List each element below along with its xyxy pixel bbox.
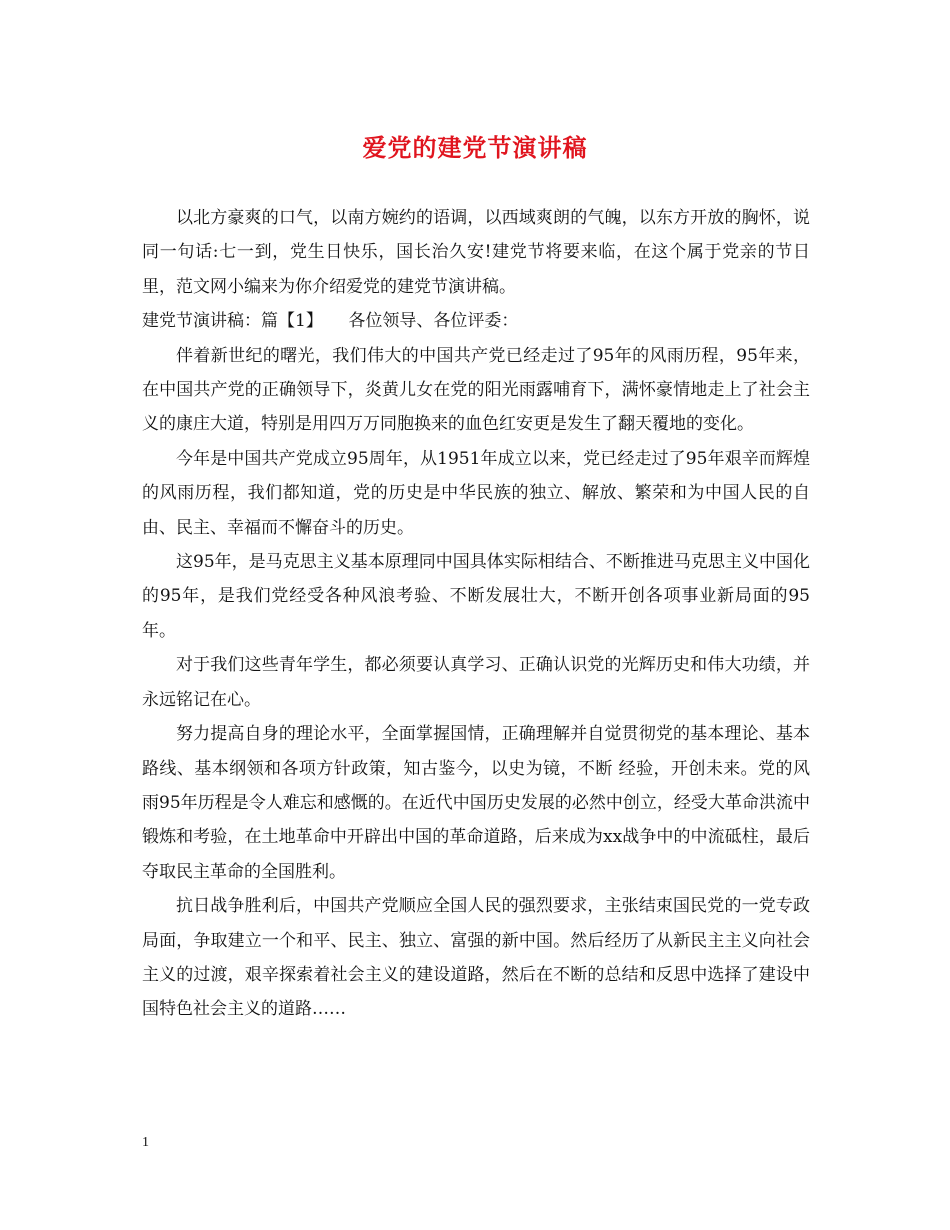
paragraph-students: 对于我们这些青年学生，都必须要认真学习、正确认识党的光辉历史和伟大功绩，并永远铭记在心。 xyxy=(142,655,810,710)
paragraph-speech-heading: 建党节演讲稿：篇【1】 各位领导、各位评委： xyxy=(142,311,519,332)
paragraph-theory: 努力提高自身的理论水平，全面掌握国情，正确理解并自觉贯彻党的基本理论、基本路线、基本纲领和各项方针政策，知古鉴今，以史为镜，不断 经验，开创未来。党的风雨95年历程是令人难忘和感慨的。在近代中国历史发展的必然中创立，经受大革命洪流中锻炼和考验，在土地革命中开辟出中国的革命道路，后来成为xx战争中的中流砥柱，最后夺取民主革命的全国胜利。 xyxy=(142,724,810,882)
paragraph-intro: 以北方豪爽的口气，以南方婉约的语调，以西域爽朗的气魄，以东方开放的胸怀，说同一句话:七一到，党生日快乐，国长治久安!建党节将要来临，在这个属于党亲的节日里，范文网小编来为你介绍爱党的建党节演讲稿。 xyxy=(142,208,810,297)
page-number: 1 xyxy=(142,1135,149,1150)
paragraph-victory: 抗日战争胜利后，中国共产党顺应全国人民的强烈要求，主张结束国民党的一党专政局面，争取建立一个和平、民主、独立、富强的新中国。然后经历了从新民主主义向社会主义的过渡，艰辛探索着社会主义的建设道路，然后在不断的总结和反思中选择了建设中国特色社会主义的道路…… xyxy=(142,896,810,1020)
paragraph-marxism: 这95年，是马克思主义基本原理同中国具体实际相结合、不断推进马克思主义中国化的95年，是我们党经受各种风浪考验、不断发展壮大，不断开创各项事业新局面的95年。 xyxy=(142,552,810,641)
document-body xyxy=(142,201,810,1027)
paragraph-anniversary: 今年是中国共产党成立95周年，从1951年成立以来，党已经走过了95年艰辛而辉煌的风雨历程，我们都知道，党的历史是中华民族的独立、解放、繁荣和为中国人民的自由、民主、幸福而不懈奋斗的历史。 xyxy=(142,448,810,538)
document-title: 爱党的建党节演讲稿 xyxy=(362,133,588,162)
paragraph-history: 伴着新世纪的曙光，我们伟大的中国共产党已经走过了95年的风雨历程，95年来，在中国共产党的正确领导下，炎黄儿女在党的阳光雨露哺育下，满怀豪情地走上了社会主义的康庄大道，特别是用四万万同胞换来的血色红安更是发生了翻天覆地的变化。 xyxy=(142,345,810,435)
